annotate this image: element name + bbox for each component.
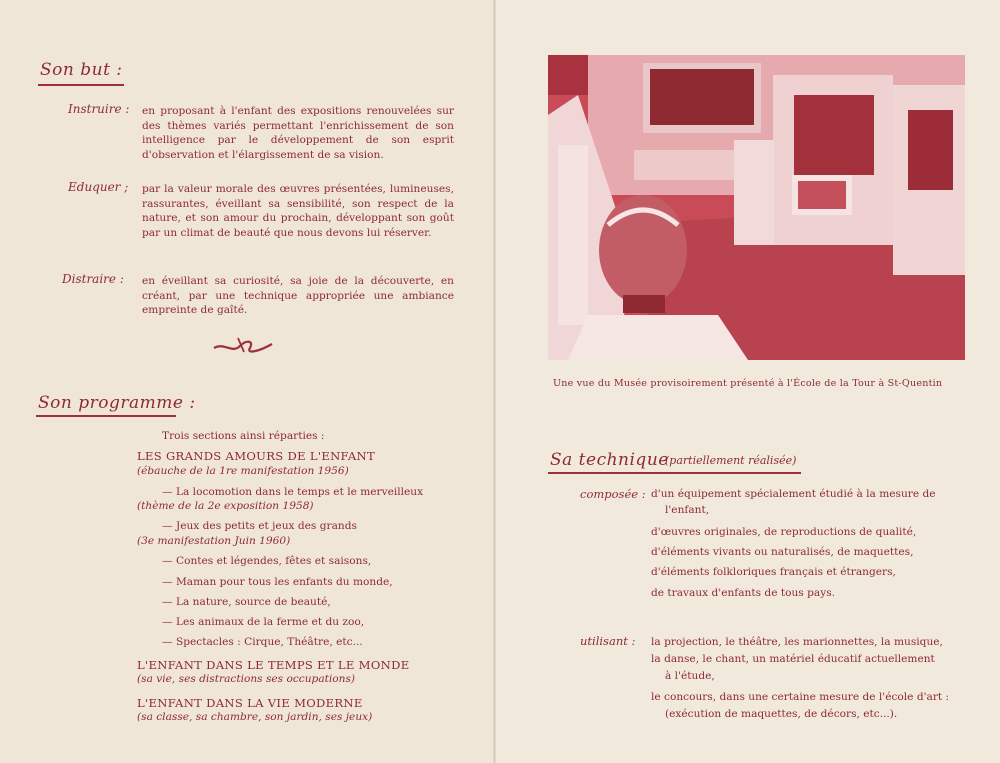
section-2-subtitle: (sa vie, ses distractions ses occupations) xyxy=(137,673,356,685)
section-1-item-5: — La nature, source de beauté, xyxy=(162,596,331,608)
section-1-item-2-sub: (3e manifestation Juin 1960) xyxy=(137,535,291,547)
son-but-heading: Son but : xyxy=(40,60,123,80)
section-1-item-2: — Jeux des petits et jeux des grands xyxy=(162,520,357,532)
text-instruire: en proposant à l'enfant des expositions renouvelées sur des thèmes variés permettant l'enrichissement de son intelligence par le développement de son esprit d'observation et l'élargissement de sa vision. xyxy=(142,105,454,161)
programme-intro: Trois sections ainsi réparties : xyxy=(162,430,325,442)
sa-technique-heading: Sa technique xyxy=(550,450,669,470)
son-but-underline xyxy=(38,84,124,86)
label-instruire: Instruire : xyxy=(68,102,130,116)
text-eduquer: par la valeur morale des œuvres présentées, lumineuses, rassurantes, éveillant sa sensibilité, son respect de la nature, et son amour du prochain, développant son goût par un climat de beauté que nous devons lui réserver. xyxy=(142,183,454,239)
section-1-item-6: — Les animaux de la ferme et du zoo, xyxy=(162,616,365,628)
section-1-item-1-sub: (thème de la 2e exposition 1958) xyxy=(137,500,314,512)
utilisant-line-5: (exécution de maquettes, de décors, etc...). xyxy=(665,708,898,720)
composee-line-3: d'éléments vivants ou naturalisés, de maquettes, xyxy=(651,546,914,558)
label-composee: composée : xyxy=(580,487,646,501)
composee-line-1b: l'enfant, xyxy=(665,504,710,516)
section-1-item-4: — Maman pour tous les enfants du monde, xyxy=(162,576,393,588)
section-3-subtitle: (sa classe, sa chambre, son jardin, ses jeux) xyxy=(137,711,373,723)
utilisant-line-4: le concours, dans une certaine mesure de l'école d'art : xyxy=(651,691,950,703)
section-1-subtitle: (ébauche de la 1re manifestation 1956) xyxy=(137,465,349,477)
museum-photo xyxy=(548,55,965,360)
photo-caption: Une vue du Musée provisoirement présenté à l'École de la Tour à St-Quentin xyxy=(553,378,943,389)
label-distraire: Distraire : xyxy=(62,272,124,286)
technique-note: (partiellement réalisée) xyxy=(665,454,797,467)
decorative-flourish-icon xyxy=(210,334,276,356)
label-utilisant: utilisant : xyxy=(580,634,636,648)
son-programme-underline xyxy=(36,415,176,417)
composee-line-4: d'éléments folkloriques français et étrangers, xyxy=(651,566,896,578)
section-1-item-7: — Spectacles : Cirque, Théâtre, etc... xyxy=(162,636,363,648)
section-3-title: L'ENFANT DANS LA VIE MODERNE xyxy=(137,696,363,710)
section-1-item-3: — Contes et légendes, fêtes et saisons, xyxy=(162,555,372,567)
son-programme-heading: Son programme : xyxy=(38,393,196,413)
utilisant-line-1: la projection, le théâtre, les marionnettes, la musique, xyxy=(651,636,943,648)
section-1-title: LES GRANDS AMOURS DE L'ENFANT xyxy=(137,449,376,463)
page-fold xyxy=(493,0,496,763)
text-distraire: en éveillant sa curiosité, sa joie de la découverte, en créant, par une technique appropriée une ambiance empreinte de gaîté. xyxy=(142,275,454,317)
composee-line-1: d'un équipement spécialement étudié à la mesure de xyxy=(651,488,936,500)
utilisant-line-2: la danse, le chant, un matériel éducatif actuellement xyxy=(651,653,935,665)
section-1-item-1: — La locomotion dans le temps et le merveilleux xyxy=(162,486,424,498)
utilisant-line-3: à l'étude, xyxy=(665,670,715,682)
label-eduquer: Eduquer ; xyxy=(68,180,129,194)
composee-line-5: de travaux d'enfants de tous pays. xyxy=(651,587,835,599)
section-2-title: L'ENFANT DANS LE TEMPS ET LE MONDE xyxy=(137,658,410,672)
sa-technique-underline xyxy=(548,472,801,474)
composee-line-2: d'œuvres originales, de reproductions de qualité, xyxy=(651,526,917,538)
